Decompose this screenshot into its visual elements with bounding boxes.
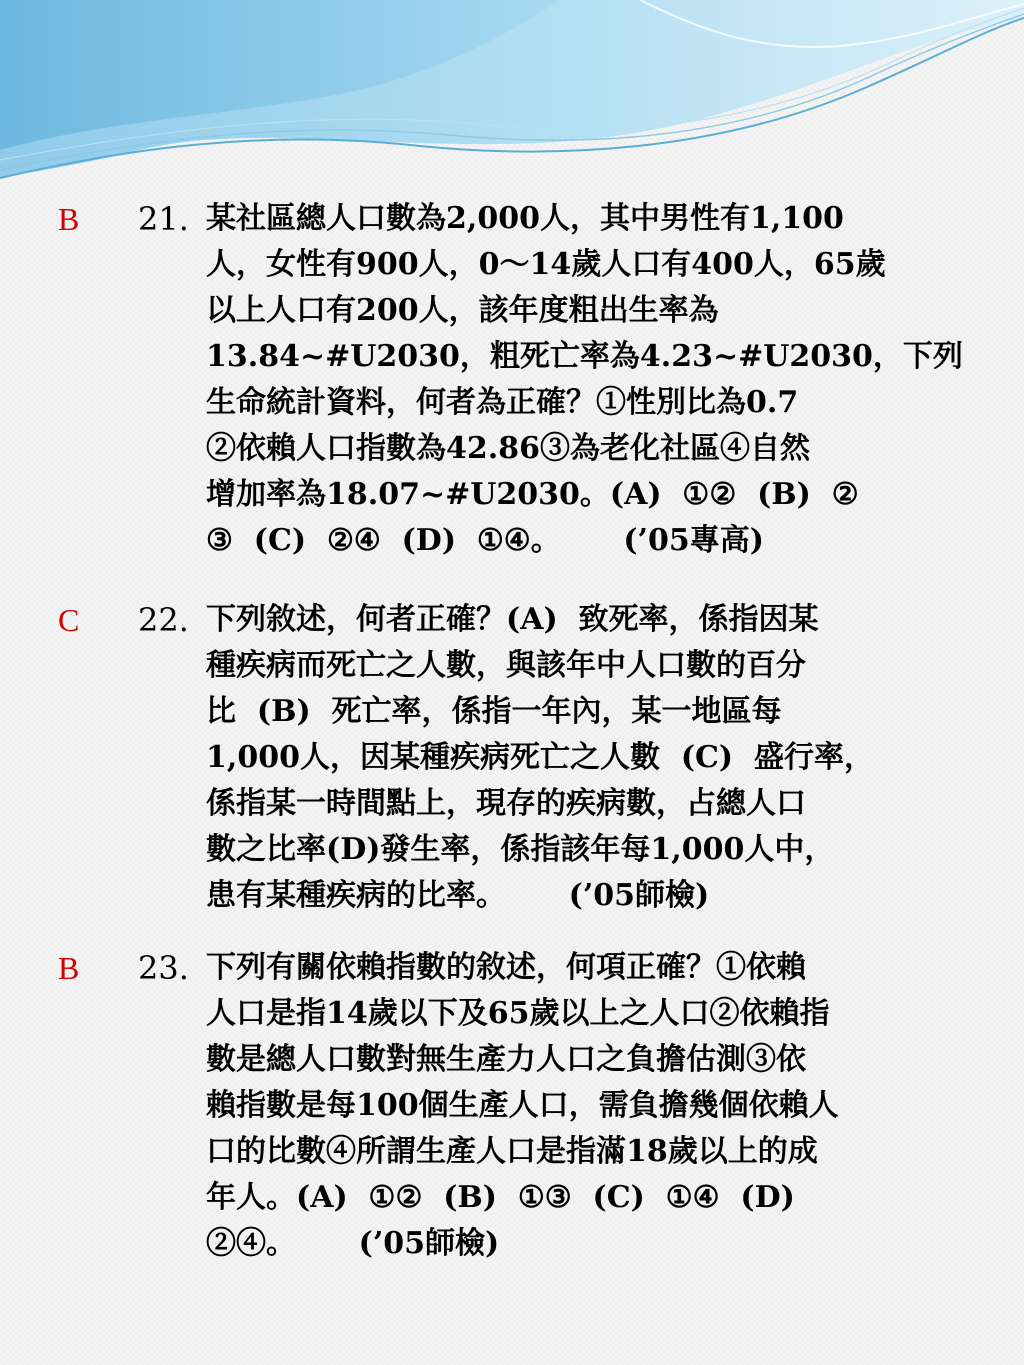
question-number: 23.	[138, 949, 189, 987]
question-text-line: 數是總人口數對無生產力人口之負擔估測③依	[206, 1042, 806, 1077]
question-text-line: 人口是指14歲以下及65歲以上之人口②依賴指	[206, 996, 830, 1031]
question-text-line: 生命統計資料，何者為正確？①性別比為0.7	[206, 385, 799, 420]
question-text-line: 口的比數④所謂生產人口是指滿18歲以上的成	[206, 1134, 818, 1169]
question-text-line: 年人。(A) ①② (B) ①③ (C) ①④ (D)	[206, 1180, 795, 1215]
question-text-line: 1,000人，因某種疾病死亡之人數 (C) 盛行率，	[206, 740, 874, 775]
question-text-line: 以上人口有200人，該年度粗出生率為	[206, 293, 719, 328]
question-text-line: 人，女性有900人，0～14歲人口有400人，65歲	[206, 247, 886, 282]
question-text-line: ②依賴人口指數為42.86③為老化社區④自然	[206, 431, 810, 466]
answer-key: B	[58, 201, 80, 237]
question-text-line: 患有某種疾病的比率。 (’05師檢)	[206, 878, 710, 913]
question-number: 22.	[138, 601, 189, 639]
question-text-line: 下列有關依賴指數的敘述，何項正確？①依賴	[206, 950, 806, 985]
question-text-line: 種疾病而死亡之人數，與該年中人口數的百分	[206, 648, 806, 683]
question-text-line: 賴指數是每100個生產人口，需負擔幾個依賴人	[206, 1088, 839, 1123]
question-text-line: 比 (B) 死亡率，係指一年內，某一地區每	[206, 694, 782, 729]
question-text-line: 下列敘述，何者正確？(A) 致死率，係指因某	[206, 602, 819, 637]
answer-key: C	[58, 602, 80, 638]
question-text-line: 13.84~#U2030，粗死亡率為4.23~#U2030，下列	[206, 339, 963, 374]
question-number: 21.	[138, 200, 189, 238]
question-text-line: 係指某一時間點上，現存的疾病數，占總人口	[206, 786, 806, 821]
question-text-line: 增加率為18.07~#U2030。(A) ①② (B) ②	[206, 477, 859, 512]
question-text-line: ②④。 (’05師檢)	[206, 1226, 500, 1261]
header-wave-decoration	[0, 0, 1024, 200]
question-text-line: 某社區總人口數為2,000人，其中男性有1,100	[206, 201, 844, 236]
question-text-line: ③ (C) ②④ (D) ①④。 (’05專高)	[206, 523, 764, 558]
answer-key: B	[58, 950, 80, 986]
question-text-line: 數之比率(D)發生率，係指該年每1,000人中，	[206, 832, 835, 867]
